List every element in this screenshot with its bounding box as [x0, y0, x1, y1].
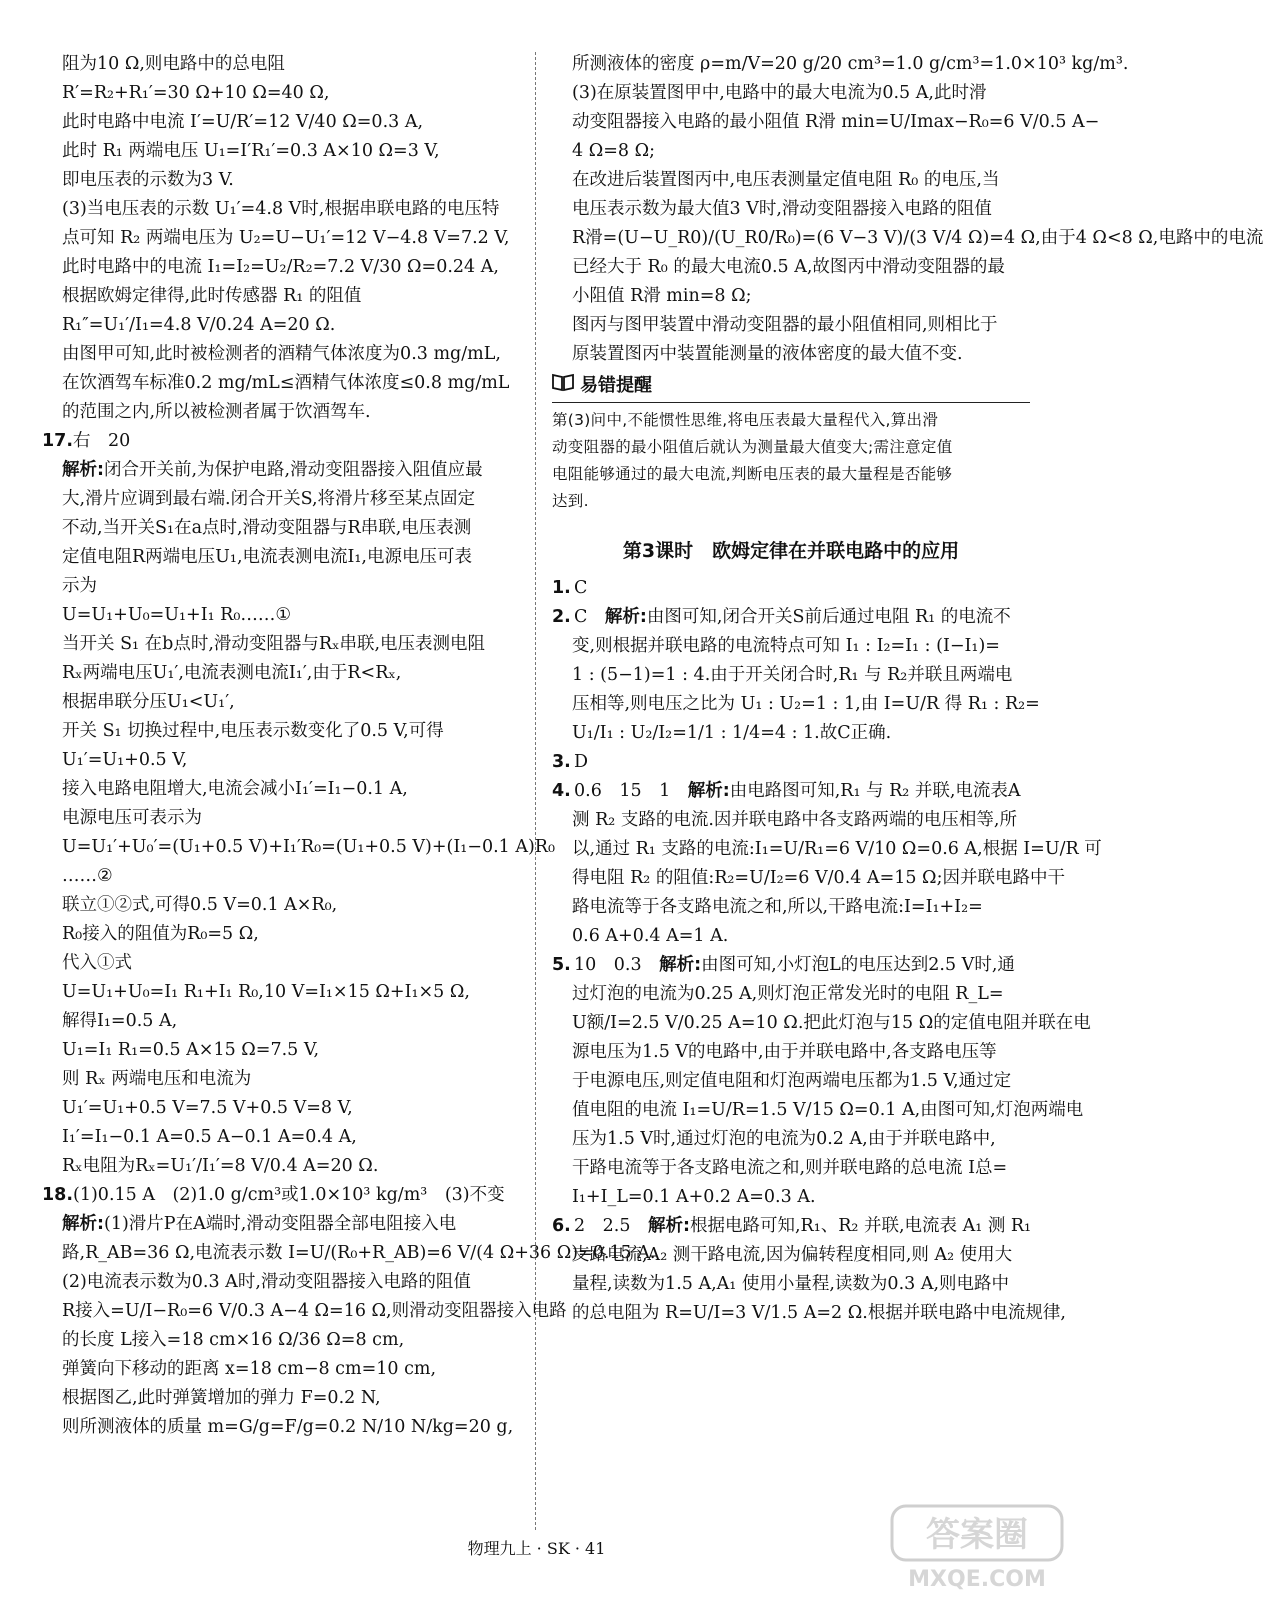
text-line	[552, 340, 1030, 369]
line-text: 点可知 R₂ 两端电压为 U₂=U−U₁′=12 V−4.8 V=7.2 V,	[62, 228, 510, 248]
line-text: 联立①②式,可得0.5 V=0.1 A×R₀,	[62, 895, 338, 915]
text-line	[42, 775, 520, 804]
text-line	[552, 311, 1030, 340]
line-text: 的总电阻为 R=U/I=3 V/1.5 A=2 Ω.根据并联电路中电流规律,	[572, 1303, 1066, 1323]
text-line	[552, 1212, 1030, 1241]
watermark-logo	[888, 1500, 1066, 1592]
tips-rule	[552, 402, 1030, 403]
text-line	[42, 1181, 520, 1210]
text-line	[552, 1299, 1066, 1328]
line-text: 解得I₁=0.5 A,	[62, 1011, 178, 1031]
text-line	[42, 891, 520, 920]
text-line	[552, 1241, 1030, 1270]
text-line	[42, 688, 520, 717]
line-text: 量程,读数为1.5 A,A₁ 使用小量程,读数为0.3 A,则电路中	[572, 1274, 1010, 1294]
line-text: Rₓ电阻为Rₓ=U₁′/I₁′=8 V/0.4 A=20 Ω.	[62, 1156, 379, 1176]
text-line	[552, 632, 1030, 661]
right-column	[552, 50, 1263, 1328]
line-text: 得电阻 R₂ 的阻值:R₂=U/I₂=6 V/0.4 A=15 Ω;因并联电路中干	[572, 868, 1065, 888]
text-line	[42, 195, 520, 224]
text-line	[42, 804, 520, 833]
text-line	[552, 1096, 1084, 1125]
line-text: 闭合开关前,为保护电路,滑动变阻器接入阻值应最	[104, 460, 483, 480]
line-text: 则所测液体的质量 m=G/g=F/g=0.2 N/10 N/kg=20 g,	[62, 1417, 514, 1437]
text-line	[552, 951, 1030, 980]
line-text: 的范围之内,所以被检测者属于饮酒驾车.	[62, 402, 371, 422]
text-line	[552, 50, 1129, 79]
line-text: U₁/I₁ : U₂/I₂=1/1 : 1/4=4 : 1.故C正确.	[572, 723, 892, 743]
text-line	[552, 1067, 1030, 1096]
text-line	[552, 690, 1040, 719]
tips-heading	[552, 371, 1030, 400]
section-title: 第3课时 欧姆定律在并联电路中的应用	[622, 540, 960, 562]
text-line	[552, 195, 1030, 224]
question-number: 6.	[552, 1216, 571, 1236]
line-text: 即电压表的示数为3 V.	[62, 170, 234, 190]
line-text: I₁+I_L=0.1 A+0.2 A=0.3 A.	[572, 1187, 816, 1207]
tips-line: 动变阻器的最小阻值后就认为测量最大值变大;需注意定值	[552, 438, 953, 456]
text-line	[42, 1152, 520, 1181]
text-line	[42, 978, 520, 1007]
text-line	[42, 1094, 520, 1123]
text-line	[42, 253, 520, 282]
line-text: 根据串联分压U₁<U₁′,	[62, 692, 235, 712]
text-line	[42, 1326, 520, 1355]
lesson3-answers	[552, 574, 1102, 1328]
text-line	[552, 1154, 1030, 1183]
q18-continued	[552, 50, 1263, 369]
text-line	[42, 1036, 520, 1065]
text-line	[42, 485, 520, 514]
question-number: 4.	[552, 781, 571, 801]
line-text: 4 Ω=8 Ω;	[572, 141, 655, 161]
text-line	[42, 949, 520, 978]
line-text: 的长度 L接入=18 cm×16 Ω/36 Ω=8 cm,	[62, 1330, 405, 1350]
line-text: U=U₁+U₀=U₁+I₁ R₀……①	[62, 605, 292, 625]
line-text: Rₓ两端电压U₁′,电流表测电流I₁′,由于R<Rₓ,	[62, 663, 402, 683]
line-text: 阻为10 Ω,则电路中的总电阻	[62, 54, 285, 74]
text-line	[552, 224, 1263, 253]
line-text: 示为	[62, 576, 97, 596]
text-line	[552, 1125, 1030, 1154]
text-line	[552, 574, 1030, 603]
text-line	[552, 835, 1102, 864]
line-text: 0.6 15 1	[574, 781, 688, 801]
analysis-label: 解析:	[659, 955, 702, 975]
line-text: 根据欧姆定律得,此时传感器 R₁ 的阻值	[62, 286, 362, 306]
analysis-label: 解析:	[687, 781, 730, 801]
text-line	[552, 1270, 1030, 1299]
question-number: 1.	[552, 578, 571, 598]
line-text: 已经大于 R₀ 的最大电流0.5 A,故图丙中滑动变阻器的最	[572, 257, 1005, 277]
text-line	[42, 543, 520, 572]
line-text: 由图甲可知,此时被检测者的酒精气体浓度为0.3 mg/mL,	[62, 344, 501, 364]
line-text: R接入=U/I−R₀=6 V/0.3 A−4 Ω=16 Ω,则滑动变阻器接入电路	[62, 1301, 567, 1321]
line-text: 2 2.5	[574, 1216, 648, 1236]
text-line	[42, 1297, 567, 1326]
text-line	[42, 137, 520, 166]
line-text: U₁′=U₁+0.5 V,	[62, 750, 188, 770]
question-number: 3.	[552, 752, 571, 772]
text-line	[42, 601, 520, 630]
text-line	[42, 862, 520, 891]
line-text: 在改进后装置图丙中,电压表测量定值电阻 R₀ 的电压,当	[572, 170, 1000, 190]
line-text: 大,滑片应调到最右端.闭合开关S,将滑片移至某点固定	[62, 489, 476, 509]
line-text: 路电流等于各支路电流之和,所以,干路电流:I=I₁+I₂=	[572, 897, 983, 917]
line-text: D	[574, 752, 589, 772]
text-line	[42, 1239, 656, 1268]
text-line	[552, 777, 1030, 806]
text-line	[552, 748, 1030, 777]
line-text: C	[574, 607, 605, 627]
line-text: 由图可知,小灯泡L的电压达到2.5 V时,通	[701, 955, 1015, 975]
line-text: 测 R₂ 支路的电流.因并联电路中各支路两端的电压相等,所	[572, 810, 1017, 830]
line-text: 0.6 A+0.4 A=1 A.	[572, 926, 729, 946]
line-text: 此时电路中的电流 I₁=I₂=U₂/R₂=7.2 V/30 Ω=0.24 A,	[62, 257, 499, 277]
line-text: 值电阻的电流 I₁=U/R=1.5 V/15 Ω=0.1 A,由图可知,灯泡两端电	[572, 1100, 1084, 1120]
line-text: (1)滑片P在A端时,滑动变阻器全部电阻接入电	[104, 1214, 457, 1234]
tips-line: 电阻能够通过的最大电流,判断电压表的最大量程是否能够	[552, 465, 953, 483]
line-text: 支路电流,A₂ 测干路电流,因为偏转程度相同,则 A₂ 使用大	[572, 1245, 1013, 1265]
line-text: 压为1.5 V时,通过灯泡的电流为0.2 A,由于并联电路中,	[572, 1129, 996, 1149]
line-text: 当开关 S₁ 在b点时,滑动变阻器与Rₓ串联,电压表测电阻	[62, 634, 486, 654]
text-line	[42, 79, 520, 108]
text-line	[42, 427, 520, 456]
svg-text:MXQE.COM: MXQE.COM	[908, 1567, 1046, 1592]
line-text: (3)在原装置图甲中,电路中的最大电流为0.5 A,此时滑	[572, 83, 987, 103]
line-text: 定值电阻R两端电压U₁,电流表测电流I₁,电源电压可表	[62, 547, 472, 567]
line-text: 右 20	[73, 431, 131, 451]
line-text: 过灯泡的电流为0.25 A,则灯泡正常发光时的电阻 R_L=	[572, 984, 1004, 1004]
line-text: 电源电压可表示为	[62, 808, 202, 828]
text-line	[552, 806, 1030, 835]
text-line	[552, 108, 1100, 137]
text-line	[552, 922, 1030, 951]
svg-text:答案圈: 答案圈	[926, 1515, 1028, 1555]
text-line	[42, 1007, 520, 1036]
text-line	[42, 920, 520, 949]
text-line	[42, 659, 520, 688]
text-line	[42, 1268, 520, 1297]
question-number: 18.	[42, 1185, 74, 1205]
text-line	[42, 1355, 520, 1384]
tips-line: 第(3)问中,不能惯性思维,将电压表最大量程代入,算出滑	[552, 411, 939, 429]
line-text: 源电压为1.5 V的电路中,由于并联电路中,各支路电压等	[572, 1042, 997, 1062]
book-icon	[552, 371, 574, 400]
tips-line: 达到.	[552, 492, 589, 510]
line-text: 不动,当开关S₁在a点时,滑动变阻器与R串联,电压表测	[62, 518, 472, 538]
text-line	[552, 864, 1065, 893]
text-line	[42, 572, 520, 601]
text-line	[552, 282, 1030, 311]
line-text: 10 0.3	[574, 955, 660, 975]
text-line	[42, 746, 520, 775]
text-line	[552, 719, 1030, 748]
text-line	[42, 1065, 520, 1094]
line-text: 路,R_AB=36 Ω,电流表示数 I=U/(R₀+R_AB)=6 V/(4 Ω+36 Ω)=0.15 A.	[62, 1243, 656, 1263]
text-line	[552, 603, 1030, 632]
line-text: R滑=(U−U_R0)/(U_R0/R₀)=(6 V−3 V)/(3 V/4 Ω)=4 Ω,由于4 Ω<8 Ω,电路中的电流	[572, 228, 1263, 248]
text-line	[42, 833, 555, 862]
text-line	[42, 369, 520, 398]
text-line	[42, 514, 520, 543]
tips-body	[552, 407, 1030, 515]
line-text: 此时 R₁ 两端电压 U₁=I′R₁′=0.3 A×10 Ω=3 V,	[62, 141, 440, 161]
line-text: 在饮酒驾车标准0.2 mg/mL≤酒精气体浓度≤0.8 mg/mL	[62, 373, 510, 393]
line-text: U=U₁′+U₀′=(U₁+0.5 V)+I₁′R₀=(U₁+0.5 V)+(I₁−0.1 A)R₀	[62, 837, 555, 857]
line-text: R₁″=U₁′/I₁=4.8 V/0.24 A=20 Ω.	[62, 315, 336, 335]
line-text: 此时电路中电流 I′=U/R′=12 V/40 Ω=0.3 A,	[62, 112, 424, 132]
text-line	[552, 1038, 1030, 1067]
line-text: 压相等,则电压之比为 U₁ : U₂=1 : 1,由 I=U/R 得 R₁ : R₂=	[572, 694, 1040, 714]
line-text: 原装置图丙中装置能测量的液体密度的最大值不变.	[572, 344, 963, 364]
text-line	[552, 137, 1030, 166]
question-number: 2.	[552, 607, 571, 627]
text-line	[42, 340, 520, 369]
text-line	[42, 456, 520, 485]
analysis-label: 解析:	[604, 607, 647, 627]
line-text: 以,通过 R₁ 支路的电流:I₁=U/R₁=6 V/10 Ω=0.6 A,根据 I=U/R 可	[572, 839, 1102, 859]
text-line	[552, 253, 1030, 282]
line-text: C	[574, 578, 588, 598]
line-text: (1)0.15 A (2)1.0 g/cm³或1.0×10³ kg/m³ (3)不变	[73, 1185, 505, 1205]
line-text: 由电路图可知,R₁ 与 R₂ 并联,电流表A	[729, 781, 1021, 801]
line-text: 变,则根据并联电路的电流特点可知 I₁ : I₂=I₁ : (I−I₁)=	[572, 636, 1000, 656]
line-text: 于电源电压,则定值电阻和灯泡两端电压都为1.5 V,通过定	[572, 1071, 1012, 1091]
line-text: 弹簧向下移动的距离 x=18 cm−8 cm=10 cm,	[62, 1359, 437, 1379]
line-text: 由图可知,闭合开关S前后通过电阻 R₁ 的电流不	[646, 607, 1011, 627]
line-text: 接入电路电阻增大,电流会减小I₁′=I₁−0.1 A,	[62, 779, 408, 799]
text-line	[552, 661, 1030, 690]
analysis-label: 解析:	[647, 1216, 690, 1236]
line-text: 1 : (5−1)=1 : 4.由于开关闭合时,R₁ 与 R₂并联且两端电	[572, 665, 1013, 685]
text-line	[552, 893, 1030, 922]
analysis-label: 解析:	[62, 460, 104, 480]
text-line	[552, 79, 1030, 108]
line-text: 动变阻器接入电路的最小阻值 R滑 min=U/Imax−R₀=6 V/0.5 A−	[572, 112, 1100, 132]
question-number: 5.	[552, 955, 571, 975]
line-text: R′=R₂+R₁′=30 Ω+10 Ω=40 Ω,	[62, 83, 330, 103]
line-text: U₁′=U₁+0.5 V=7.5 V+0.5 V=8 V,	[62, 1098, 353, 1118]
text-line	[42, 166, 520, 195]
text-line	[42, 1123, 520, 1152]
line-text: ……②	[62, 866, 113, 886]
line-text: (3)当电压表的示数 U₁′=4.8 V时,根据串联电路的电压特	[62, 199, 500, 219]
tips-title: 易错提醒	[580, 375, 652, 396]
line-text: 小阻值 R滑 min=8 Ω;	[572, 286, 752, 306]
line-text: 根据图乙,此时弹簧增加的弹力 F=0.2 N,	[62, 1388, 381, 1408]
line-text: 所测液体的密度 ρ=m/V=20 g/20 cm³=1.0 g/cm³=1.0×10³ kg/m³.	[572, 54, 1129, 74]
line-text: 则 Rₓ 两端电压和电流为	[62, 1069, 252, 1089]
text-line	[552, 166, 1030, 195]
text-line	[552, 1009, 1091, 1038]
line-text: 干路电流等于各支路电流之和,则并联电路的总电流 I总=	[572, 1158, 1008, 1178]
line-text: U₁=I₁ R₁=0.5 A×15 Ω=7.5 V,	[62, 1040, 320, 1060]
line-text: R₀接入的阻值为R₀=5 Ω,	[62, 924, 259, 944]
text-line	[552, 1183, 1030, 1212]
text-line	[42, 717, 520, 746]
line-text: I₁′=I₁−0.1 A=0.5 A−0.1 A=0.4 A,	[62, 1127, 357, 1147]
text-line	[42, 311, 520, 340]
text-line	[42, 630, 520, 659]
line-text: 开关 S₁ 切换过程中,电压表示数变化了0.5 V,可得	[62, 721, 444, 741]
line-text: U额/I=2.5 V/0.25 A=10 Ω.把此灯泡与15 Ω的定值电阻并联在电	[572, 1013, 1091, 1033]
text-line	[42, 50, 520, 79]
line-text: 图丙与图甲装置中滑动变阻器的最小阻值相同,则相比于	[572, 315, 998, 335]
text-line	[42, 1413, 520, 1442]
text-line	[42, 1384, 520, 1413]
text-line	[42, 398, 520, 427]
text-line	[42, 282, 520, 311]
line-text: (2)电流表示数为0.3 A时,滑动变阻器接入电路的阻值	[62, 1272, 471, 1292]
text-line	[552, 980, 1030, 1009]
text-line	[42, 224, 520, 253]
line-text: 电压表示数为最大值3 V时,滑动变阻器接入电路的阻值	[572, 199, 992, 219]
question-number: 17.	[42, 431, 74, 451]
line-text: 根据电路可知,R₁、R₂ 并联,电流表 A₁ 测 R₁	[689, 1216, 1032, 1236]
page-footer: 物理九上 · SK · 41	[467, 1539, 606, 1558]
text-line	[42, 1210, 520, 1239]
analysis-label: 解析:	[62, 1214, 104, 1234]
line-text: U=U₁+U₀=I₁ R₁+I₁ R₀,10 V=I₁×15 Ω+I₁×5 Ω,	[62, 982, 470, 1002]
line-text: 代入①式	[62, 953, 132, 973]
text-line	[42, 108, 520, 137]
